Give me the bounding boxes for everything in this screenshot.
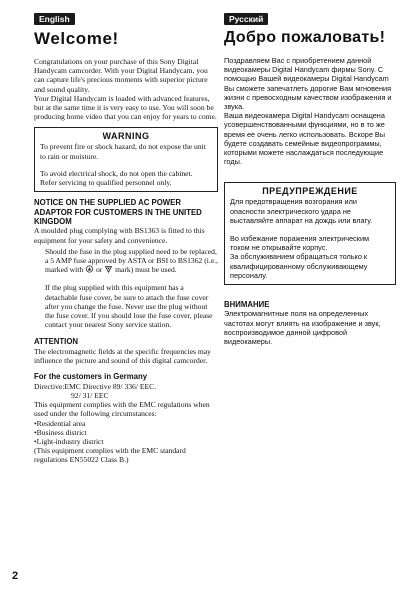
asta-mark-icon (85, 265, 94, 273)
fuse-paragraph-2: If the plug supplied with this equipment has a detachable fuse cover, be sure to attach the fuse cover after you change the fuse. Never use the plug without the fuse cover. If you should lose the fuse cover, please contact your nearest Sony service station. (45, 283, 213, 330)
warning-box-russian (224, 182, 396, 285)
language-tab-english: English (34, 13, 75, 25)
warning-text-2: To avoid electrical shock, do not open the cabinet. (40, 168, 193, 178)
germany-circumstances-list (34, 419, 218, 447)
fuse-instructions (34, 247, 218, 330)
germany-directive-1: Directive:EMC Directive 89/ 336/ EEC. (34, 381, 157, 391)
germany-directive-2: 92/ 31/ EEC (71, 390, 109, 400)
list-item: • Business district (34, 428, 218, 437)
warning-text-ru-1: Для предотвращения возгорания или опасности электрического удара не выставляйте аппарат на дождь или влагу. (230, 197, 373, 225)
attention-body-english: The electromagnetic fields at the specific frequencies may influence the picture and sound of this digital camcorder. (34, 346, 211, 366)
language-tab-russian: Русский (224, 13, 268, 25)
warning-title-russian: ПРЕДУПРЕЖДЕНИЕ (262, 186, 358, 197)
intro-paragraph-2: Your Digital Handycam is loaded with advanced features, but at the same time it is very easy to use. You will soon be producing home video that you can enjoy for years to come. (34, 93, 217, 122)
fuse-paragraph-1 (45, 247, 218, 275)
english-column (34, 9, 218, 465)
notice-body: A moulded plug complying with BS1363 is fitted to this equipment for your safety and convenience. (34, 226, 205, 245)
germany-body: This equipment complies with the EMC regulations when used under the following circumstances: (34, 400, 210, 419)
germany-heading: For the customers in Germany (34, 372, 148, 382)
attention-body-russian: Электромагнитные поля на определенных частотах могут влиять на изображение и звук, воспроизводимое данной цифровой видеокамеры. (224, 309, 381, 347)
russian-column (224, 9, 396, 346)
page-title-english: Welcome! (34, 29, 119, 48)
attention-heading-english: ATTENTION (34, 337, 79, 347)
warning-text-1: To prevent fire or shock hazard, do not expose the unit to rain or moisture. (40, 142, 206, 161)
warning-text-3: Refer servicing to qualified personnel only. (40, 178, 172, 188)
intro-paragraph-ru-1: Поздравляем Вас с приобретением данной видеокамеры Digital Handycam фирмы Sony. С помощью Вашей видеокамеры Digital Handycam Вы сможете запечатлеть дорогие Вам мгновения жизни с превосходным качеством изображения и звука. (224, 56, 392, 112)
warning-text-ru-3: За обслуживанием обращаться только к квалифицированному обслуживающему персоналу. (230, 252, 368, 280)
fuse-text-c: mark) must be used. (115, 265, 177, 275)
intro-paragraph-1: Congratulations on your purchase of this Sony Digital Handycam camcorder. With your Digital Handycam, you can capture life's precious moments with superior picture and sound quality. (34, 57, 208, 94)
attention-heading-russian: ВНИМАНИЕ (224, 300, 270, 310)
intro-paragraph-ru-2: Ваша видеокамера Digital Handycam оснащена усовершенствованными функциями, но в то же время ее очень легко использовать. Вскоре Вы будете создавать семейные видеопрограммы, которыми можете наслаждаться последующие годы. (224, 111, 386, 167)
warning-box-english (34, 127, 218, 192)
notice-heading: NOTICE ON THE SUPPLIED AC POWER ADAPTOR FOR CUSTOMERS IN THE UNITED KINGDOM (34, 198, 202, 227)
list-item: • Residential area (34, 419, 218, 428)
warning-text-ru-2: Во избежание поражения электрическим током не открывайте корпус. (230, 234, 370, 253)
page-title-russian: Добро пожаловать! (224, 29, 386, 46)
page-number: 2 (12, 570, 19, 582)
fuse-text-b: or (95, 265, 103, 275)
warning-title: WARNING (102, 131, 150, 142)
bsi-kitemark-icon (104, 265, 113, 273)
fuse-text-a: Should the fuse in the plug supplied need to be replaced, a 5 AMP fuse approved by ASTA or BSI to BS1362 (i.e., marked with (45, 246, 218, 275)
germany-footer: (This equipment complies with the EMC standard regulations EN55022 Class B.) (34, 446, 186, 465)
list-item: • Light-industry district (34, 437, 218, 446)
